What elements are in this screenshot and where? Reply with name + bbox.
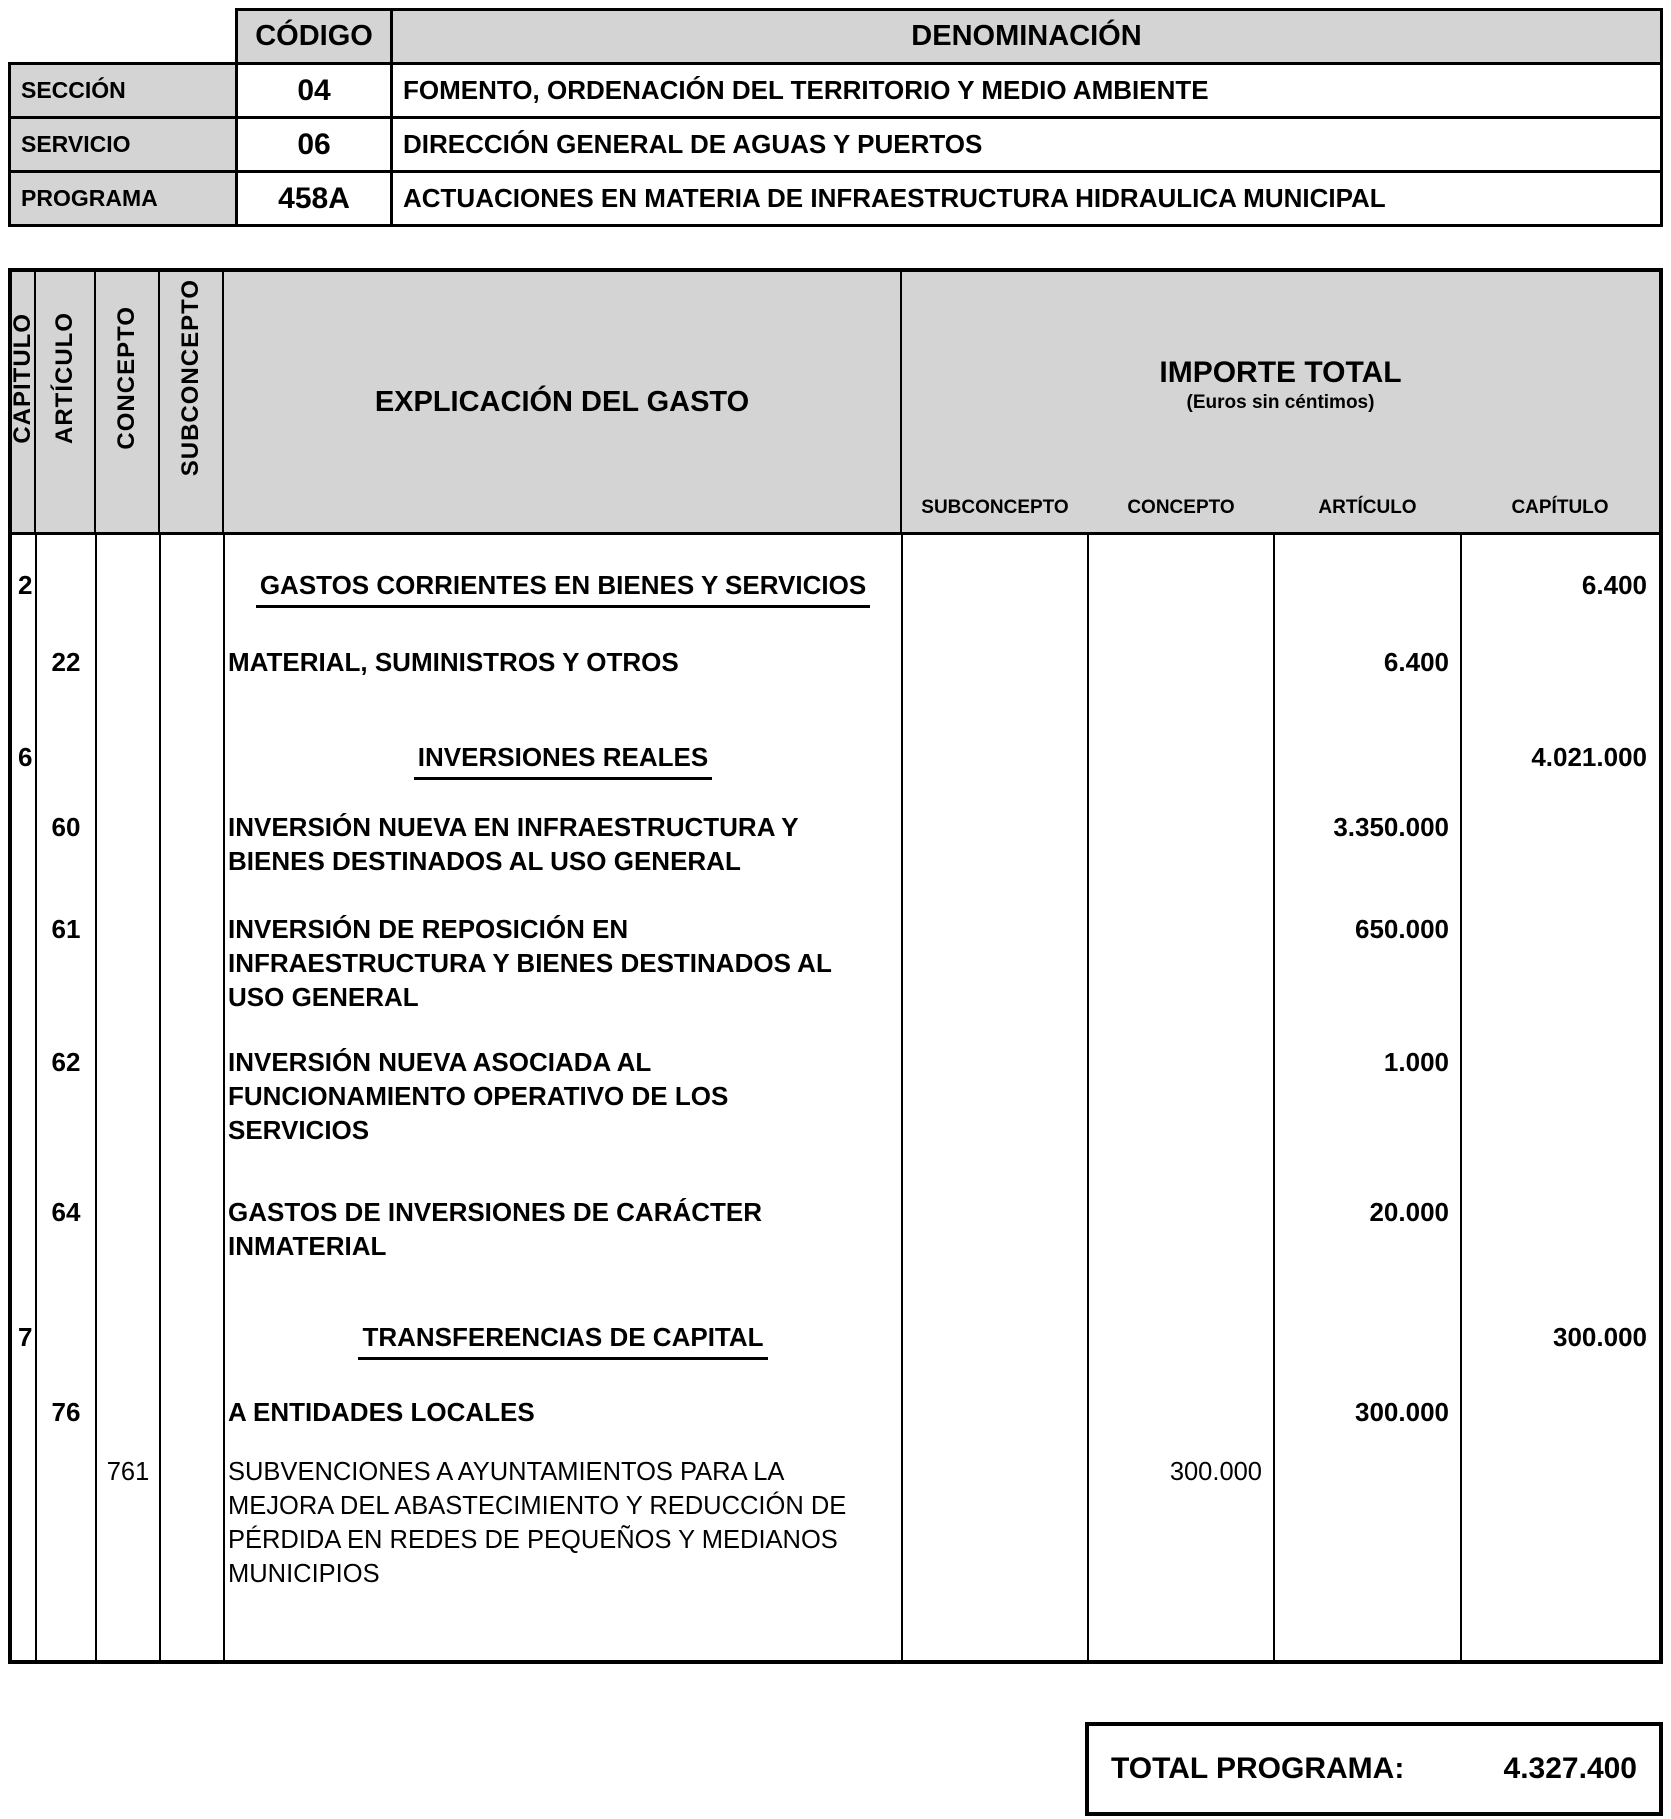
expense-description: SUBVENCIONES A AYUNTAMIENTOS PARA LA MEJORA DEL ABASTECIMIENTO Y REDUCCIÓN DE PÉRDIDA EN REDES DE PEQUEÑOS Y MEDIANOS MUNICIPIOS [228, 1458, 847, 1588]
denominacion-column-header: DENOMINACIÓN [392, 10, 1662, 64]
articulo-code [36, 568, 96, 608]
codigo-column-header: CÓDIGO [237, 10, 392, 64]
capitulo-code: 2 [18, 570, 33, 600]
articulo-code: 61 [51, 914, 81, 944]
expense-description: INVERSIÓN NUEVA ASOCIADA AL FUNCIONAMIENTO OPERATIVO DE LOS SERVICIOS [228, 1047, 729, 1145]
budget-row [12, 645, 1659, 679]
amount-articulo: 300.000 [1355, 1397, 1449, 1427]
service-code: 06 [237, 118, 392, 172]
subconcepto-code [160, 912, 224, 1014]
program-denomination: ACTUACIONES EN MATERIA DE INFRAESTRUCTURA HIDRAULICA MUNICIPAL [392, 172, 1662, 226]
capitulo-code [12, 1045, 36, 1147]
amount-concepto [1088, 568, 1274, 608]
expense-description: A ENTIDADES LOCALES [228, 1397, 535, 1427]
subconcepto-code [160, 1395, 224, 1429]
amount-subconcepto [902, 810, 1088, 878]
capitulo-code [12, 1455, 36, 1591]
budget-row [12, 1395, 1659, 1429]
expense-description: GASTOS DE INVERSIONES DE CARÁCTER INMATERIAL [228, 1197, 763, 1261]
concepto-code [96, 1045, 160, 1147]
concepto-code: 761 [106, 1458, 150, 1486]
amount-subconcepto [902, 1045, 1088, 1147]
budget-row [12, 1045, 1659, 1147]
amount-capitulo [1461, 1195, 1659, 1263]
importe-total-note: (Euros sin céntimos) [1186, 391, 1375, 413]
subconcepto-column-header: SUBCONCEPTO [160, 272, 224, 532]
amount-capitulo [1461, 1045, 1659, 1147]
budget-row [12, 1320, 1659, 1360]
importe-total-title: IMPORTE TOTAL [1159, 355, 1402, 389]
amount-concepto [1088, 1195, 1274, 1263]
amount-column-labels [902, 497, 1659, 532]
expense-description: INVERSIÓN DE REPOSICIÓN EN INFRAESTRUCTURA Y BIENES DESTINADOS AL USO GENERAL [228, 914, 832, 1012]
amount-capitulo [1461, 810, 1659, 878]
amount-col-concepto: CONCEPTO [1127, 497, 1235, 518]
service-row [10, 118, 1662, 172]
amount-articulo [1274, 1320, 1461, 1360]
amount-concepto [1088, 810, 1274, 878]
capitulo-code [12, 912, 36, 1014]
budget-row [12, 568, 1659, 608]
amount-col-subconcepto: SUBCONCEPTO [921, 497, 1069, 518]
service-label: SERVICIO [10, 118, 237, 172]
subconcepto-code [160, 645, 224, 679]
amount-concepto [1088, 1395, 1274, 1429]
amount-subconcepto [902, 912, 1088, 1014]
concepto-code [96, 810, 160, 878]
expense-description: INVERSIÓN NUEVA EN INFRAESTRUCTURA Y BIENES DESTINADOS AL USO GENERAL [228, 812, 799, 876]
explicacion-column-header: EXPLICACIÓN DEL GASTO [224, 272, 902, 532]
articulo-code: 76 [51, 1397, 81, 1427]
amount-articulo: 650.000 [1355, 914, 1449, 944]
amount-concepto [1088, 912, 1274, 1014]
budget-row [12, 740, 1659, 780]
amount-articulo [1274, 568, 1461, 608]
budget-table-header [9, 272, 1659, 535]
expense-description: INVERSIONES REALES [224, 740, 902, 780]
section-label: SECCIÓN [10, 64, 237, 118]
expense-description: TRANSFERENCIAS DE CAPITAL [224, 1320, 902, 1360]
concepto-code [96, 740, 160, 780]
concepto-code [96, 1395, 160, 1429]
capitulo-code [12, 810, 36, 878]
subconcepto-code [160, 1455, 224, 1591]
section-code: 04 [237, 64, 392, 118]
concepto-code [96, 912, 160, 1014]
amount-subconcepto [902, 1320, 1088, 1360]
capitulo-column-header: CAPÍTULO [12, 272, 36, 532]
concepto-code [96, 568, 160, 608]
amount-col-capitulo: CAPÍTULO [1511, 497, 1609, 518]
amount-articulo: 1.000 [1383, 1047, 1449, 1077]
concepto-code [96, 645, 160, 679]
amount-capitulo: 300.000 [1553, 1322, 1647, 1352]
amount-subconcepto [902, 1395, 1088, 1429]
expense-description: MATERIAL, SUMINISTROS Y OTROS [228, 647, 679, 677]
amount-articulo [1274, 1455, 1461, 1591]
articulo-code: 62 [51, 1047, 81, 1077]
total-program-box [1085, 1722, 1663, 1816]
articulo-code: 22 [51, 647, 81, 677]
section-denomination: FOMENTO, ORDENACIÓN DEL TERRITORIO Y MEDIO AMBIENTE [392, 64, 1662, 118]
importe-total-title-block [902, 272, 1659, 497]
budget-row [12, 1195, 1659, 1263]
program-row [10, 172, 1662, 226]
total-program-label: TOTAL PROGRAMA: [1111, 1752, 1405, 1785]
program-code: 458A [237, 172, 392, 226]
articulo-column-header: ARTÍCULO [36, 272, 96, 532]
amount-capitulo [1461, 645, 1659, 679]
amount-concepto: 300.000 [1169, 1458, 1262, 1486]
amount-subconcepto [902, 645, 1088, 679]
concepto-column-header: CONCEPTO [96, 272, 160, 532]
amount-articulo: 20.000 [1369, 1197, 1449, 1227]
budget-row [12, 912, 1659, 1014]
capitulo-code [12, 1195, 36, 1263]
amount-articulo: 6.400 [1383, 647, 1449, 677]
amount-capitulo [1461, 1395, 1659, 1429]
subconcepto-code [160, 1320, 224, 1360]
amount-articulo [1274, 740, 1461, 780]
budget-row [12, 810, 1659, 878]
amount-capitulo: 4.021.000 [1531, 742, 1647, 772]
articulo-code: 60 [51, 812, 81, 842]
importe-total-header [902, 272, 1659, 532]
amount-subconcepto [902, 1455, 1088, 1591]
amount-capitulo [1461, 912, 1659, 1014]
amount-subconcepto [902, 1195, 1088, 1263]
budget-table [8, 268, 1663, 1664]
subconcepto-code [160, 740, 224, 780]
amount-col-articulo: ARTÍCULO [1318, 497, 1417, 518]
amount-capitulo [1461, 1455, 1659, 1591]
total-program-value: 4.327.400 [1503, 1752, 1637, 1785]
articulo-code: 64 [51, 1197, 81, 1227]
articulo-code [36, 1455, 96, 1591]
header-row [10, 10, 1662, 64]
capitulo-code [12, 1395, 36, 1429]
program-header-table [8, 8, 1663, 227]
capitulo-code: 7 [18, 1322, 33, 1352]
articulo-code [36, 1320, 96, 1360]
subconcepto-code [160, 1195, 224, 1263]
capitulo-code [12, 645, 36, 679]
budget-table-body [12, 535, 1659, 1660]
amount-concepto [1088, 1320, 1274, 1360]
service-denomination: DIRECCIÓN GENERAL DE AGUAS Y PUERTOS [392, 118, 1662, 172]
articulo-code [36, 740, 96, 780]
amount-capitulo: 6.400 [1581, 570, 1647, 600]
expense-description: GASTOS CORRIENTES EN BIENES Y SERVICIOS [224, 568, 902, 608]
section-row [10, 64, 1662, 118]
amount-subconcepto [902, 740, 1088, 780]
program-label: PROGRAMA [10, 172, 237, 226]
budget-row [12, 1455, 1659, 1591]
amount-concepto [1088, 645, 1274, 679]
amount-concepto [1088, 1045, 1274, 1147]
concepto-code [96, 1195, 160, 1263]
subconcepto-code [160, 1045, 224, 1147]
corner-spacer [10, 10, 237, 64]
amount-concepto [1088, 740, 1274, 780]
subconcepto-code [160, 810, 224, 878]
amount-subconcepto [902, 568, 1088, 608]
subconcepto-code [160, 568, 224, 608]
amount-articulo: 3.350.000 [1333, 812, 1449, 842]
concepto-code [96, 1320, 160, 1360]
capitulo-code: 6 [18, 742, 33, 772]
